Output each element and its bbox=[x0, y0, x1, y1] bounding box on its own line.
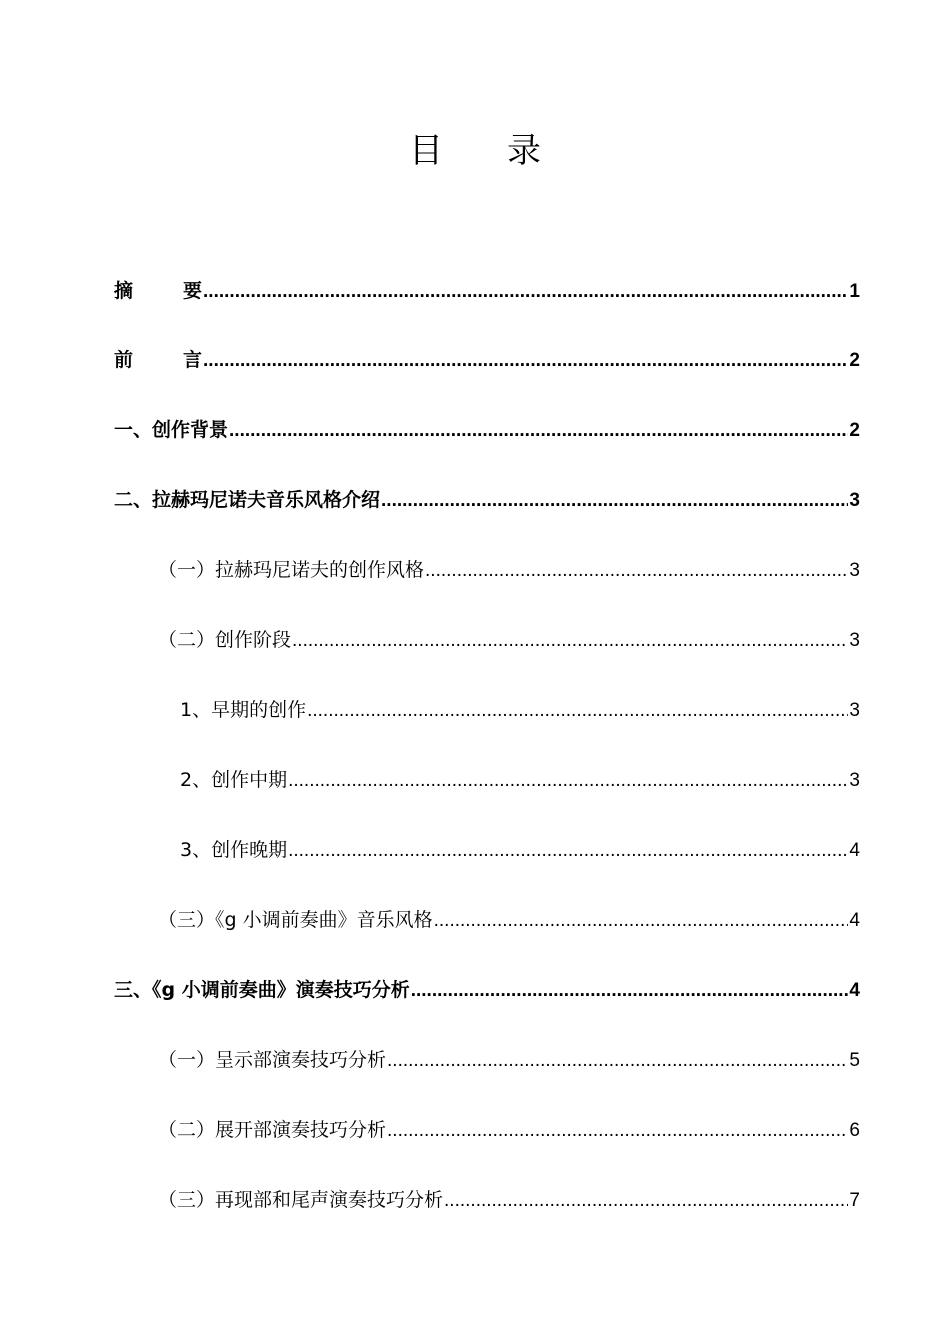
toc-entry-section-2[interactable] bbox=[114, 486, 860, 514]
dot-leader bbox=[307, 697, 848, 725]
dot-leader bbox=[387, 1117, 848, 1145]
toc-entry-section-2-2[interactable] bbox=[158, 626, 860, 654]
toc-page-number: 3 bbox=[849, 490, 860, 511]
dot-leader bbox=[288, 837, 848, 865]
toc-page-number: 4 bbox=[849, 980, 860, 1001]
toc-label: （一）拉赫玛尼诺夫的创作风格 bbox=[158, 559, 425, 581]
toc-page-number: 6 bbox=[849, 1120, 860, 1141]
toc-entry-section-3-1[interactable] bbox=[158, 1046, 860, 1074]
toc-label: 3、创作晚期 bbox=[180, 839, 288, 861]
dot-leader bbox=[411, 977, 849, 1005]
toc-page-number: 3 bbox=[849, 770, 860, 791]
toc-label: （三）再现部和尾声演奏技巧分析 bbox=[158, 1189, 444, 1211]
dot-leader bbox=[381, 487, 848, 515]
toc-label: （一）呈示部演奏技巧分析 bbox=[158, 1049, 387, 1071]
toc-entry-section-2-2-1[interactable] bbox=[180, 696, 860, 724]
toc-page-number: 2 bbox=[849, 350, 860, 371]
dot-leader bbox=[288, 767, 848, 795]
toc-page-number: 3 bbox=[849, 560, 860, 581]
toc-entry-section-2-3[interactable] bbox=[158, 906, 860, 934]
dot-leader bbox=[387, 1047, 848, 1075]
toc-entry-section-3-3[interactable] bbox=[158, 1186, 860, 1214]
toc-label: 二、拉赫玛尼诺夫音乐风格介绍 bbox=[114, 489, 381, 511]
toc-page-number: 5 bbox=[849, 1050, 860, 1071]
dot-leader bbox=[229, 417, 848, 445]
toc-label: 三、《g 小调前奏曲》演奏技巧分析 bbox=[114, 979, 410, 1001]
toc-label: 前 言 bbox=[114, 349, 203, 371]
dot-leader bbox=[203, 347, 848, 375]
toc-page-number: 2 bbox=[849, 420, 860, 441]
toc-entry-section-2-2-2[interactable] bbox=[180, 766, 860, 794]
toc-label: 一、创作背景 bbox=[114, 419, 229, 441]
dot-leader bbox=[292, 627, 848, 655]
toc-page-number: 1 bbox=[849, 281, 860, 302]
toc-label: （二）展开部演奏技巧分析 bbox=[158, 1119, 387, 1141]
toc-page-number: 4 bbox=[849, 910, 860, 931]
title-char-2: 录 bbox=[507, 131, 541, 171]
toc-page-number: 3 bbox=[849, 700, 860, 721]
toc-entry-section-3[interactable] bbox=[114, 976, 860, 1004]
toc-page-number: 7 bbox=[849, 1190, 860, 1211]
dot-leader bbox=[444, 1187, 848, 1215]
dot-leader bbox=[434, 907, 849, 935]
toc-entry-section-2-2-3[interactable] bbox=[180, 836, 860, 864]
toc-page-number: 4 bbox=[849, 840, 860, 861]
toc-label: （二）创作阶段 bbox=[158, 629, 292, 651]
dot-leader bbox=[425, 557, 848, 585]
toc-entry-section-1[interactable] bbox=[114, 416, 860, 444]
toc-label: 2、创作中期 bbox=[180, 769, 288, 791]
toc-entry-section-2-1[interactable] bbox=[158, 556, 860, 584]
toc-entry-section-3-2[interactable] bbox=[158, 1116, 860, 1144]
title-char-1: 目 bbox=[409, 131, 443, 171]
toc-label: 1、早期的创作 bbox=[180, 699, 307, 721]
toc-entry-preface[interactable] bbox=[114, 346, 860, 374]
toc-entry-abstract[interactable] bbox=[114, 277, 860, 305]
toc-label: （三）《g 小调前奏曲》音乐风格 bbox=[158, 909, 433, 931]
toc-label: 摘 要 bbox=[114, 280, 203, 302]
toc-page-number: 3 bbox=[849, 630, 860, 651]
dot-leader bbox=[203, 278, 848, 306]
